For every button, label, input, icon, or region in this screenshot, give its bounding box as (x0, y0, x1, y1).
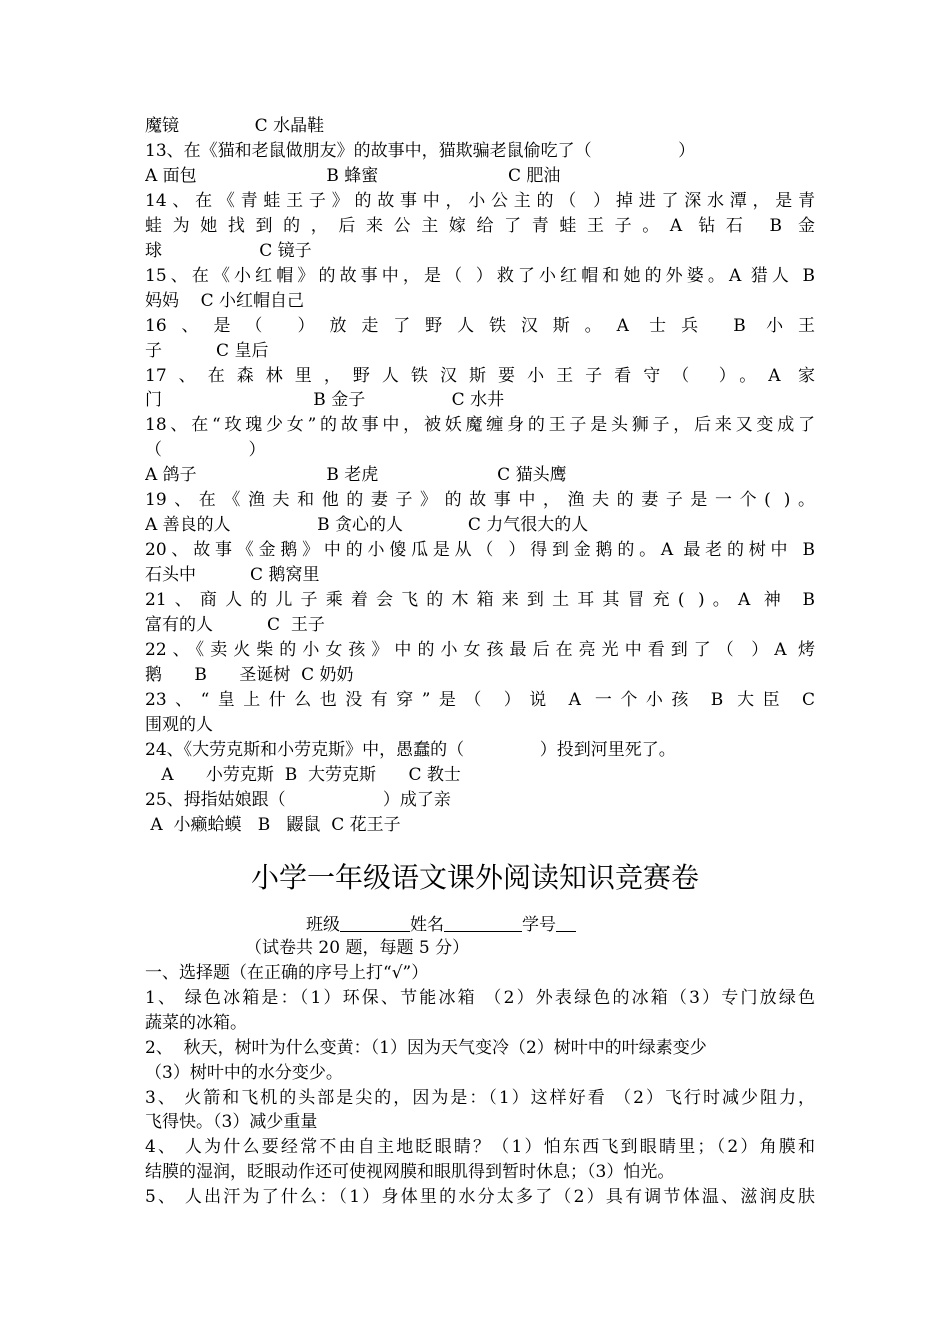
question-line: 23、“皇上什么也没有穿”是（ ）说 A 一个小孩 B 大臣 C (145, 689, 815, 710)
question-line: 球 C 镜子 (145, 240, 312, 261)
question-line: A 面包 B 蜂蜜 C 肥油 (145, 165, 561, 186)
question-line: 石头中 C 鹅窝里 (145, 565, 320, 586)
name-label: 姓名 (410, 915, 444, 935)
part2-line: 3、 火箭和飞机的头部是尖的，因为是：（1）这样好看 （2）飞行时减少阻力， (145, 1087, 815, 1108)
question-line: （ ） (145, 440, 266, 461)
question-line: 24、《大劳克斯和小劳克斯》中，愚蠢的（ ）投到河里死了。 (145, 739, 676, 760)
question-line: 14、在《青蛙王子》的故事中，小公主的（ ）掉进了深水潭，是青 (145, 190, 815, 211)
question-line: A 鸽子 B 老虎 C 猫头鹰 (145, 465, 567, 486)
question-line: 蛙为她找到的，后来公主嫁给了青蛙王子。A 钻石 B 金 (145, 215, 815, 236)
part2-line: （3）树叶中的水分变少。 (145, 1062, 343, 1083)
student-info-line (306, 911, 576, 937)
question-line: 门 B 金子 C 水井 (145, 390, 505, 411)
question-line: 19、在《渔夫和他的妻子》的故事中，渔夫的妻子是一个( )。 (145, 490, 815, 511)
question-line: A 善良的人 B 贪心的人 C 力气很大的人 (145, 515, 589, 536)
question-line: 13、在《猫和老鼠做朋友》的故事中，猫欺骗老鼠偷吃了（ ） (145, 140, 696, 161)
question-line: 鹅 B 圣诞树 C 奶奶 (145, 664, 354, 685)
part2-line: 一、选择题（在正确的序号上打“√”） (145, 963, 429, 983)
question-line: 21、商人的儿子乘着会飞的木箱来到土耳其冒充( )。A 神 B (145, 590, 815, 611)
question-line: 魔镜 C 水晶鞋 (145, 116, 325, 136)
part2-line: 5、 人出汗为了什么：（1）身体里的水分太多了（2）具有调节体温、滋润皮肤 (145, 1187, 815, 1208)
class-blank (340, 911, 410, 932)
class-label: 班级 (306, 915, 340, 935)
question-line: 20、故事《金鹅》中的小傻瓜是从（ ）得到金鹅的。A 最老的树中 B (145, 540, 815, 561)
question-line: 富有的人 C 王子 (145, 615, 325, 635)
part2-line: 结膜的湿润，眨眼动作还可使视网膜和眼肌得到暂时休息；（3）怕光。 (145, 1162, 675, 1183)
question-line: 围观的人 (145, 714, 213, 735)
question-line: 17、在森林里，野人铁汉斯要小王子看守（ ）。A 家 (145, 365, 815, 386)
question-line: 妈妈 C 小红帽自己 (145, 290, 305, 311)
part2-line: 1、 绿色冰箱是：（1）环保、节能冰箱 （2）外表绿色的冰箱（3）专门放绿色 (145, 987, 815, 1008)
question-line: 22、《卖火柴的小女孩》中的小女孩最后在亮光中看到了（ ）A 烤 (145, 639, 815, 660)
question-line: A 小劳克斯 B 大劳克斯 C 教士 (145, 764, 461, 785)
name-blank (444, 911, 522, 932)
question-line: 18、在“玫瑰少女”的故事中，被妖魔缠身的王子是头狮子，后来又变成了 (145, 415, 815, 436)
question-line: 25、拇指姑娘跟（ ）成了亲 (145, 789, 451, 810)
id-label: 学号 (522, 915, 556, 935)
part2-line: 2、 秋天，树叶为什么变黄：（1）因为天气变冷（2）树叶中的叶绿素变少 (145, 1037, 707, 1058)
exam-note: （试卷共 20 题，每题 5 分） (245, 938, 470, 958)
id-blank (556, 911, 576, 932)
question-line: 子 C 皇后 (145, 340, 269, 361)
question-line: A 小癞蛤蟆 B 鼹鼠 C 花王子 (145, 814, 401, 835)
question-line: 15、在《小红帽》的故事中，是（ ）救了小红帽和她的外婆。A 猎人 B (145, 265, 815, 286)
part2-line: 蔬菜的冰箱。 (145, 1012, 247, 1033)
exam-title: 小学一年级语文课外阅读知识竞赛卷 (250, 861, 699, 894)
question-line: 16、是（ ）放走了野人铁汉斯。A 士兵 B 小王 (145, 315, 815, 336)
part2-line: 飞得快。（3）减少重量 (145, 1112, 318, 1133)
part2-line: 4、 人为什么要经常不由自主地眨眼睛？（1）怕东西飞到眼睛里；（2）角膜和 (145, 1137, 815, 1158)
